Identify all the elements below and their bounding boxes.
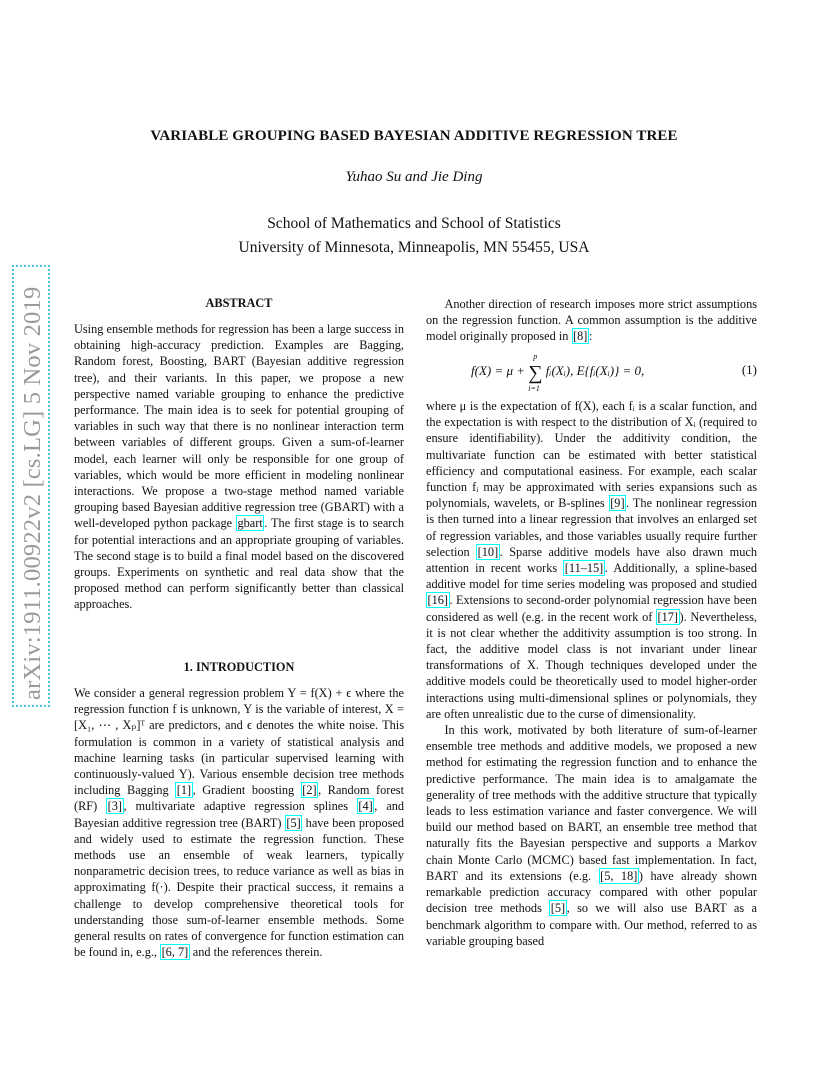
introduction-text: We consider a general regression problem Y = f(X) + ϵ where the regression function f is unknown, Y is the variable of interest, X = [X₁, ⋯ , Xₚ]ᵀ are predictors, and ϵ denotes the white noise. This formulation is common in a variety of statistical analysis and machine learning tasks (in particular supervised learning with continuously-valued Y). Various ensemble decision tree methods including Bagging [1] , Gradient boosting [2] , Random forest (RF) [3] , multivariate adaptive regression splines [4] , and Bayesian additive regression tree (BART) [5] have been proposed and widely used to estimate the regression function. These methods use an ensemble of weak learners, typically nonparametric decision trees, to reduce variance as well as bias in approximating f(·). Despite their practical success, it remains a challenge to develop comprehensive theoretical tools for understanding those sum-of-learner ensemble methods. Some general results on rates of convergence for function estimation can be found in, e.g., [6, 7] and the references therein. <box>74 686 404 960</box>
abstract-heading: ABSTRACT <box>205 296 273 310</box>
arxiv-identifier[interactable]: arXiv:1911.00922v2 [cs.LG] 5 Nov 2019 <box>19 286 46 700</box>
citation-link[interactable]: [5] <box>286 815 301 830</box>
citation-link[interactable]: [8] <box>573 329 588 344</box>
citation-link[interactable]: [9] <box>610 496 625 511</box>
citation-link[interactable]: [3] <box>107 799 122 814</box>
citation-link[interactable]: [5] <box>550 901 566 916</box>
summation-symbol: ∑ p i=1 <box>528 352 543 393</box>
citation-link[interactable]: [16] <box>427 593 448 608</box>
abstract-text: Using ensemble methods for regression has been a large success in obtaining high-accuracy prediction. Examples are Bagging, Random forest, Boosting, BART (Bayesian additive regression tree), and their variants. In this paper, we propose a new perspective named variable grouping to enhance the predictive performance. The main idea is to seek for potential grouping of variables in such way that there is no nonlinear interaction term between variables of different groups. Given a sum-of-learner model, each learner will only be responsible for one group of variables, which would be more efficient in modeling nonlinear interactions. We propose a two-stage method named variable grouping based Bayesian additive regression tree (GBART) with a well-developed python package gbart . The first stage is to search for potential interactions and an appropriate grouping of variables. The second stage is to build a final model based on the discovered groups. Experiments on synthetic and real data show that the proposed method can perform significantly better than classical approaches. <box>74 322 404 612</box>
citation-link[interactable]: [1] <box>176 783 192 798</box>
right-column-body: where μ is the expectation of f(X), each fᵢ is a scalar function, and the expectation is with respect to the distribution of Xᵢ (required to ensure identifiability). Under the additivity condition, the multivariate function can be estimated with better statistical efficiency and computational easiness. For example, each scalar function fᵢ may be approximated with series expansions such as polynomials, wavelets, or B-splines [9] . The nonlinear regression is then turned into a linear regression that involves an enlarged set of regression variables, and those variables usually require further selection [10] . Sparse additive models have also drawn much attention in recent works [11–15] . Additionally, a spline-based additive model for time series modeling was proposed and studied [16] . Extensions to second-order polynomial regression have been considered as well (e.g. in the recent work of [17] ). Nevertheless, it is not clear whether the additivity assumption is too strong. In fact, the additive model class is not invariant under linear transformations of X. Though techniques developed under the additive models could be theoretically used to model higher-order interactions using multi-dimensional splines or polynomials, they are often unrealistic due to the curse of dimensionality. In this work, motivated by both literature of sum-of-learner ensemble tree methods and additive models, we proposed a new method for estimating the regression function and to enhance the predictive performance. The main idea is to amalgamate the generality of tree methods with the additive structure that typically leads to less estimation variance and faster convergence. We will build our method based on BART, an ensemble tree method that naturally fits the Bayesian perspective and supports a Markov chain Monte Carlo (MCMC) based fast implementation. In fact, BART and its extensions (e.g. [5, 18] ) have already shown remarkable prediction accuracy compared with other popular decision tree methods [5] , so we will also use BART as a benchmark algorithm to compare with. Our method, referred to as variable grouping based <box>426 399 758 948</box>
paper-title: VARIABLE GROUPING BASED BAYESIAN ADDITIVE REGRESSION TREE <box>150 128 678 144</box>
citation-link[interactable]: [10] <box>477 544 499 559</box>
gbart-link[interactable]: gbart <box>237 516 263 531</box>
citation-link[interactable]: [5, 18] <box>600 868 638 883</box>
citation-link[interactable]: [17] <box>657 609 679 624</box>
equation-number: (1) <box>741 362 757 377</box>
right-column-paragraph-1: Another direction of research imposes more strict assumptions on the regression function. A common assumption is the additive model originally proposed in [8] : <box>426 297 757 344</box>
affiliation-line-2: University of Minnesota, Minneapolis, MN 55455, USA <box>238 239 590 256</box>
citation-link[interactable]: [4] <box>358 799 373 814</box>
citation-link[interactable]: [2] <box>302 783 317 798</box>
affiliation-line-1: School of Mathematics and School of Statistics <box>267 215 561 232</box>
citation-link[interactable]: [11–15] <box>564 561 604 576</box>
citation-link[interactable]: [6, 7] <box>161 945 189 960</box>
equation-1: f(X) = μ + ∑ p i=1 fᵢ(Xᵢ), E{fᵢ(Xᵢ)} = 0, (1) <box>471 352 757 393</box>
introduction-heading: 1. INTRODUCTION <box>183 660 295 674</box>
authors: Yuhao Su and Jie Ding <box>345 169 483 185</box>
